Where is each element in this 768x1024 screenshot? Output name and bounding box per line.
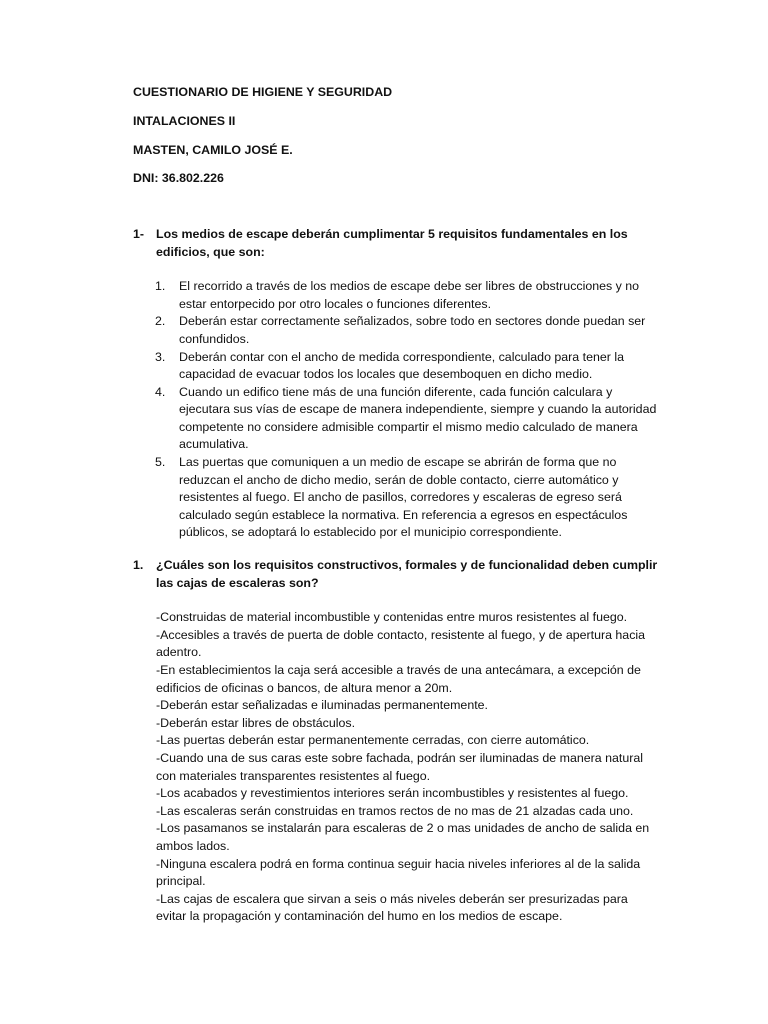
list-item-text: Las puertas que comuniquen a un medio de escape se abrirán de forma que no reduzcan el ancho de dicho medio, serán de doble contacto, cierre automático y resistentes al fuego. El ancho de pasillos, corredores y escaleras de egreso será calculado según establece la normativa. En referencia a egresos en espectáculos públicos, se adoptará lo establecido por el municipio correspondiente. <box>179 455 628 540</box>
list-item-number: 2. <box>155 314 166 329</box>
list-item <box>155 278 661 313</box>
document-content <box>133 84 661 926</box>
list-item-number: 4. <box>155 384 166 399</box>
requirement-line: -En establecimientos la caja será accesible a través de una antecámara, a excepción de edificios de oficinas o bancos, de altura menor a 20m. <box>156 663 641 695</box>
list-item-text: Deberán contar con el ancho de medida correspondiente, calculado para tener la capacidad de evacuar todos los locales que desemboquen en dicho medio. <box>179 349 624 382</box>
requirement-line: -Accesibles a través de puerta de doble contacto, resistente al fuego, y de apertura hacia adentro. <box>156 627 646 660</box>
requirement-line: -Las escaleras serán construidas en tramos rectos de no mas de 21 alzadas cada uno. <box>156 803 634 818</box>
requirement-line: -Deberán estar libres de obstáculos. <box>156 715 356 730</box>
document-title: CUESTIONARIO DE HIGIENE Y SEGURIDAD <box>133 85 393 99</box>
question-1 <box>133 226 661 261</box>
question-2-text: ¿Cuáles son los requisitos constructivos, formales y de funcionalidad deben cumplir las cajas de escaleras son? <box>156 558 658 590</box>
list-item <box>155 384 661 454</box>
list-item-text: Deberán estar correctamente señalizados, sobre todo en sectores donde puedan ser confundidos. <box>179 314 646 346</box>
course-name: INTALACIONES II <box>133 113 236 128</box>
list-item-number: 1. <box>155 279 166 294</box>
student-dni: DNI: 36.802.226 <box>133 171 224 186</box>
list-item-text: El recorrido a través de los medios de escape debe ser libres de obstrucciones y no estar entorpecido por otro locales o funciones diferentes. <box>179 279 640 311</box>
list-item <box>155 313 661 348</box>
requirement-line: -Construidas de material incombustible y contenidas entre muros resistentes al fuego. <box>156 610 628 625</box>
question-2-answer <box>156 609 661 926</box>
question-2 <box>133 557 661 592</box>
requirement-line: -Deberán estar señalizadas e iluminadas permanentemente. <box>156 698 488 713</box>
requirement-line: -Ninguna escalera podrá en forma continua seguir hacia niveles inferiores al de la salida principal. <box>156 856 641 889</box>
student-name: MASTEN, CAMILO JOSÉ E. <box>133 142 293 157</box>
question-2-number: 1. <box>133 558 144 573</box>
requirement-line: -Las puertas deberán estar permanentemente cerradas, con cierre automático. <box>156 733 590 748</box>
requirement-line: -Las cajas de escalera que sirvan a seis o más niveles deberán ser presurizadas para evitar la propagación y contaminación del humo en los medios de escape. <box>156 891 628 924</box>
list-item-number: 3. <box>155 349 166 364</box>
list-item <box>155 349 661 384</box>
list-item-text: Cuando un edifico tiene más de una función diferente, cada función calculara y ejecutara sus vías de escape de manera independiente, siempre y cuando la autoridad competente no considere admisible compartir el mismo medio calculado de manera acumulativa. <box>179 384 657 452</box>
requirement-line: -Cuando una de sus caras este sobre fachada, podrán ser iluminadas de manera natural con materiales transparentes resistentes al fuego. <box>156 750 643 783</box>
list-item <box>155 454 661 542</box>
requirement-line: -Los pasamanos se instalarán para escaleras de 2 o mas unidades de ancho de salida en ambos lados. <box>156 821 650 853</box>
question-1-answer-list <box>133 278 661 542</box>
question-1-number: 1- <box>133 226 145 241</box>
question-1-text: Los medios de escape deberán cumplimentar 5 requisitos fundamentales en los edificios, que son: <box>156 226 628 259</box>
requirement-line: -Los acabados y revestimientos interiores serán incombustibles y resistentes al fuego. <box>156 786 629 801</box>
list-item-number: 5. <box>155 455 166 470</box>
